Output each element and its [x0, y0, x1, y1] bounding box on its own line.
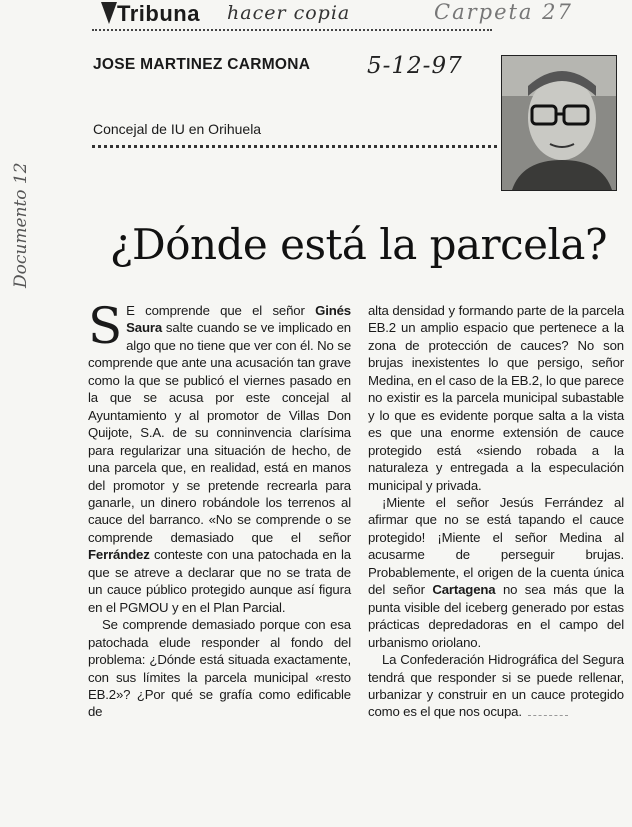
margin-note-text: Documento 12: [11, 162, 31, 288]
author-name: JOSE MARTINEZ CARMONA: [93, 56, 311, 73]
dotted-rule-top: [92, 29, 492, 31]
paragraph: [368, 651, 624, 721]
paragraph-text: ¡Miente el señor Jesús Ferrández al afirmar que no se está tapando el cauce protegido! ¡Miente el señor Medina al acusarme de perseguir brujas. Probablemente, el origen de la cuenta única del señor: [368, 494, 624, 598]
paragraph: [88, 297, 351, 616]
paragraph-text: La Confederación Hidrográfica del Segura tendrá que responder si se puede rellenar, urbanizar y construir en un cauce protegido como es el que nos ocupa.: [368, 652, 624, 720]
article-column-1: [88, 297, 351, 721]
paragraph-text: E comprende que el señor: [126, 303, 316, 318]
tribuna-logo-icon: [101, 2, 117, 24]
name-highlight: Cartagena: [432, 582, 496, 598]
paragraph: Se comprende demasiado porque con esa patochada elude responder al fondo del problema: ¿Dónde está situada exactamente, con sus límites la parcela municipal «resto EB.2»? ¿Por qué se grafía como edificable de: [88, 617, 351, 720]
paragraph-text: no sea más que la punta visible del iceberg generado por estas prácticas depredadoras en el campo del urbanismo oriolano.: [368, 582, 624, 650]
end-rule: [528, 715, 568, 716]
article-headline: ¿Dónde está la parcela?: [110, 220, 607, 269]
drop-cap: S: [88, 297, 123, 355]
margin-handwriting: [6, 120, 36, 290]
paragraph-text: conteste con una patochada en la que se atreve a declarar que no se trata de un cauce público protegido aunque así figura en el PGMOU y en el Plan Parcial.: [88, 547, 351, 615]
handwritten-date: 5-12-97: [367, 53, 463, 79]
paragraph: [368, 494, 624, 651]
paragraph-text: salte cuando se ve implicado en algo que no tiene que ver con él. No se comprende que ante una acusación tan grave como la que se publicó el viernes pasado en la que se acusa por este concejal al Ayuntamiento y al promotor de Villas Don Quijote, S.A. de su conninvencia clarísima para regularizar una situación de hecho, de una parcela que, en realidad, está en manos del promotor y se pretende recrearla para ganarle, un dinero robándole los terrenos al cauce del barranco. «No se comprende o se comprende demasiado que el señor: [88, 320, 351, 545]
author-role: Concejal de IU en Orihuela: [93, 121, 262, 137]
section-masthead: Tribuna: [117, 1, 200, 26]
article-column-2: [368, 302, 624, 721]
author-photo: [501, 55, 617, 191]
dotted-rule-bottom: [92, 145, 497, 148]
handwritten-note-copy: hacer copia: [227, 2, 351, 24]
name-highlight: Ginés Saura: [126, 303, 351, 336]
name-highlight: Ferrández: [88, 547, 150, 563]
handwritten-note-folder: Carpeta 27: [434, 0, 573, 24]
paragraph: alta densidad y formando parte de la parcela EB.2 un amplio espacio que pertenece a la zona de protección de cauces? No son brujas inexistentes lo que persigo, señor Medina, en el caso de la EB.2, lo que parece no existir es la parcela municipal subastable y lo que es evidente porque salta a la vista es que una enorme extensión de cauce protegido está «siendo robada a la naturaleza y entregada a la especulación municipal y privada.: [368, 303, 624, 493]
